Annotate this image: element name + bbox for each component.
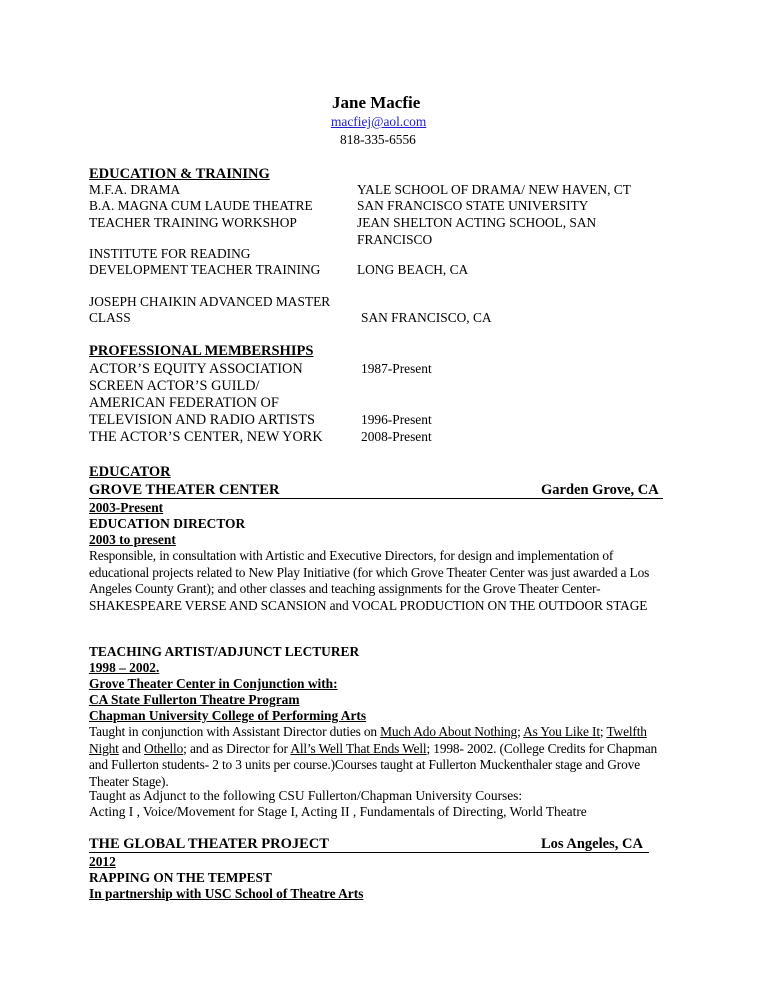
education-heading: EDUCATION & TRAINING xyxy=(89,166,270,182)
education-degree: M.F.A. DRAMA xyxy=(89,182,181,197)
employment-years: 2003-Present xyxy=(89,500,164,515)
memberships-heading: PROFESSIONAL MEMBERSHIPS xyxy=(89,343,314,359)
employer-name: THE GLOBAL THEATER PROJECT xyxy=(89,836,329,852)
employer-location: Los Angeles, CA xyxy=(541,836,643,852)
membership-years: 1996-Present xyxy=(361,412,432,427)
education-school: YALE SCHOOL OF DRAMA/ NEW HAVEN, CT xyxy=(357,182,631,197)
separator: ; xyxy=(517,724,524,739)
play-title: Othello xyxy=(144,740,184,756)
play-title: All’s Well That Ends Well xyxy=(290,740,427,756)
teaching-desc-text: ; and as Director for xyxy=(183,740,291,756)
play-title: Much Ado About Nothing xyxy=(380,724,518,739)
job-description: Responsible, in consultation with Artistic and Executive Directors, for design and implementation of educational projects related to New Play Initiative (for which Grove Theater Center was just awarded a Los Angeles County Grant); and other classes and teaching assignments for the Grove Theater Center- SHAKESPEARE VERSE AND SCANSION and VOCAL PRODUCTION ON THE OUTDOOR STAGE xyxy=(89,548,650,613)
play-title: As You Like It xyxy=(523,724,600,739)
membership-item: ACTOR’S EQUITY ASSOCIATION xyxy=(89,361,303,377)
job-title: EDUCATION DIRECTOR xyxy=(89,516,246,531)
educator-heading: EDUCATOR xyxy=(89,464,171,480)
adjunct-note: Taught as Adjunct to the following CSU Fullerton/Chapman University Courses: xyxy=(89,788,523,803)
education-school: SAN FRANCISCO STATE UNIVERSITY xyxy=(357,198,589,213)
employer-name: GROVE THEATER CENTER xyxy=(89,482,280,498)
education-school: SAN FRANCISCO, CA xyxy=(361,310,492,325)
teaching-description xyxy=(89,724,675,790)
education-degree: INSTITUTE FOR READING xyxy=(89,246,251,261)
teaching-desc-text: ; 1998- 2002. (College Credits for Chapman and Fullerton students- 2 to 3 units per course.)Courses taught at Fullerton Muckenthaler stage and Grove Theater Stage). xyxy=(89,740,658,789)
teaching-partner: Chapman University College of Performing Arts xyxy=(89,708,367,723)
membership-item: TELEVISION AND RADIO ARTISTS xyxy=(89,412,315,428)
membership-item: THE ACTOR’S CENTER, NEW YORK xyxy=(89,429,323,445)
project-year: 2012 xyxy=(89,854,116,869)
membership-item: SCREEN ACTOR’S GUILD/ xyxy=(89,378,260,394)
education-school: LONG BEACH, CA xyxy=(357,262,469,277)
membership-years: 1987-Present xyxy=(361,361,432,376)
play-title: Twelfth Night xyxy=(89,724,647,756)
course-list: Acting I , Voice/Movement for Stage I, Acting II , Fundamentals of Directing, World Theatre xyxy=(89,804,587,819)
education-school: JEAN SHELTON ACTING SCHOOL, SAN xyxy=(357,215,597,230)
phone-number: 818-335-6556 xyxy=(340,132,416,147)
applicant-name: Jane Macfie xyxy=(332,93,421,112)
membership-item: AMERICAN FEDERATION OF xyxy=(89,395,279,411)
teaching-title: TEACHING ARTIST/ADJUNCT LECTURER xyxy=(89,644,360,659)
project-title: RAPPING ON THE TEMPEST xyxy=(89,870,272,885)
teaching-desc-text: Taught in conjunction with Assistant Director duties on xyxy=(89,724,381,739)
email-link[interactable]: macfiej@aol.com xyxy=(331,114,427,129)
education-degree: B.A. MAGNA CUM LAUDE THEATRE xyxy=(89,198,313,213)
employer-location: Garden Grove, CA xyxy=(541,482,659,498)
job-years: 2003 to present xyxy=(89,532,176,547)
teaching-partner: CA State Fullerton Theatre Program xyxy=(89,692,300,707)
separator: ; xyxy=(599,724,604,739)
education-degree: TEACHER TRAINING WORKSHOP xyxy=(89,215,297,230)
education-degree: JOSEPH CHAIKIN ADVANCED MASTER xyxy=(89,294,331,309)
membership-years: 2008-Present xyxy=(361,429,432,444)
education-degree-cont: CLASS xyxy=(89,310,131,325)
teaching-partner: Grove Theater Center in Conjunction with: xyxy=(89,676,338,691)
teaching-years: 1998 – 2002. xyxy=(89,660,160,675)
separator: and xyxy=(118,740,145,756)
education-school-cont: FRANCISCO xyxy=(357,232,433,247)
education-degree-cont: DEVELOPMENT TEACHER TRAINING xyxy=(89,262,321,277)
project-partnership: In partnership with USC School of Theatre Arts xyxy=(89,886,364,901)
